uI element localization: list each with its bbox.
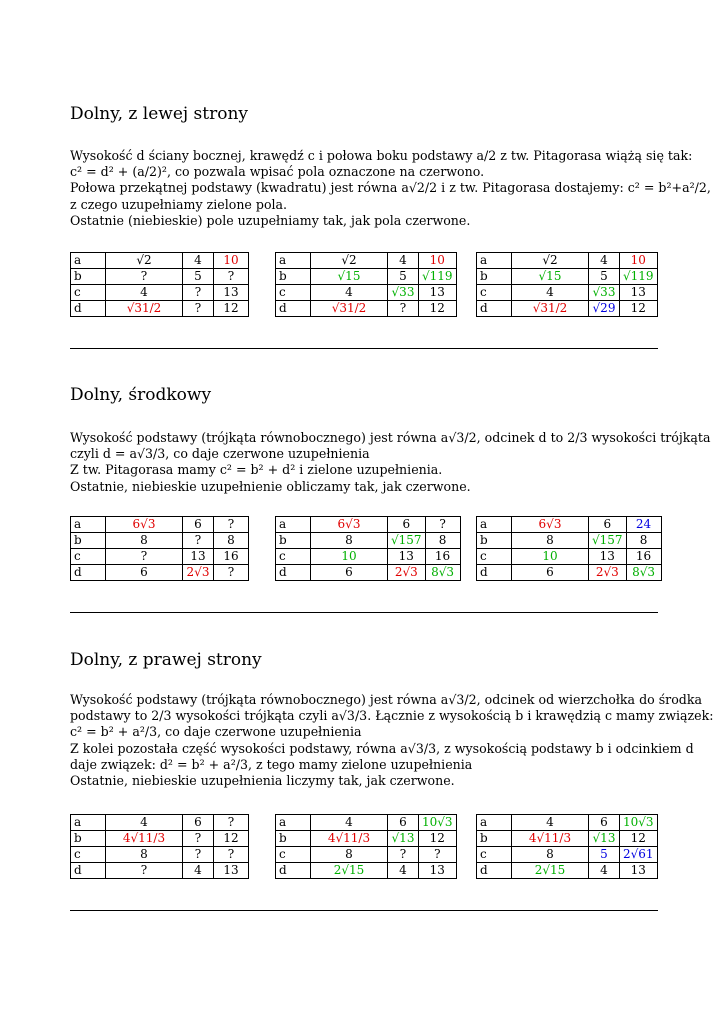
row-label: c: [276, 549, 311, 565]
table-cell: 16: [425, 549, 460, 565]
table-cell: √2: [106, 253, 183, 269]
paragraph-line: czyli d = a√3/3, co daje czerwone uzupełnienia: [70, 446, 370, 462]
table-cell: √31/2: [106, 301, 183, 317]
table-cell: 13: [419, 285, 457, 301]
table-cell: 4: [589, 253, 620, 269]
table-cell: ?: [106, 269, 183, 285]
table-cell: ?: [106, 549, 183, 565]
section-title: Dolny, z prawej strony: [70, 650, 262, 670]
table-cell: 10: [311, 549, 388, 565]
paragraph-line: c² = b² + a²/3, co daje czerwone uzupełnienia: [70, 724, 362, 740]
table-row: [477, 863, 658, 879]
table-cell: 16: [214, 549, 249, 565]
table-cell: 6: [388, 815, 419, 831]
table-cell: √157: [589, 533, 627, 549]
paragraph-line: z czego uzupełniamy zielone pola.: [70, 196, 288, 212]
row-label: a: [71, 815, 106, 831]
table-cell: 8√3: [626, 565, 661, 581]
section-middle-tables: [70, 516, 658, 588]
table-cell: 6: [388, 517, 426, 533]
table-cell: 6: [183, 815, 214, 831]
table-cell: 8: [425, 533, 460, 549]
table-cell: 4: [589, 863, 620, 879]
table-cell: 13: [388, 549, 426, 565]
table-row: [71, 831, 249, 847]
table-cell: 6: [512, 565, 589, 581]
table-cell: 6: [589, 815, 620, 831]
value-table-3: [476, 516, 662, 581]
table-cell: 8: [214, 533, 249, 549]
paragraph-line: Wysokość podstawy (trójkąta równobocznego) jest równa a√3/2, odcinek od wierzchołka do środka: [70, 692, 702, 707]
table-cell: 8: [311, 847, 388, 863]
paragraph-line: Wysokość d ściany bocznej, krawędź c i połowa boku podstawy a/2 z tw. Pitagorasa wiążą się tak:: [70, 148, 693, 163]
table-cell: 6: [589, 517, 627, 533]
table-cell: ?: [388, 847, 419, 863]
row-label: b: [276, 831, 311, 847]
row-label: c: [71, 549, 106, 565]
table-cell: 8√3: [425, 565, 460, 581]
row-label: b: [71, 831, 106, 847]
row-label: d: [276, 565, 311, 581]
table-cell: ?: [183, 533, 214, 549]
table-cell: ?: [183, 831, 214, 847]
table-row: [477, 815, 658, 831]
table-row: [477, 253, 658, 269]
row-label: c: [477, 847, 512, 863]
table-cell: 8: [106, 847, 183, 863]
table-cell: 2√3: [589, 565, 627, 581]
table-cell: 16: [626, 549, 661, 565]
table-cell: 13: [620, 285, 658, 301]
table-cell: 6√3: [311, 517, 388, 533]
table-cell: 4√11/3: [311, 831, 388, 847]
section-left-tables: [70, 252, 658, 324]
row-label: b: [276, 533, 311, 549]
table-cell: ?: [214, 815, 249, 831]
table-cell: 2√3: [183, 565, 214, 581]
paragraph-line: Wysokość podstawy (trójkąta równobocznego) jest równa a√3/2, odcinek d to 2/3 wysokości trójkąta: [70, 430, 711, 445]
table-cell: ?: [183, 847, 214, 863]
table-row: [477, 533, 662, 549]
value-table-2: [275, 814, 457, 879]
row-label: c: [477, 549, 512, 565]
table-cell: ?: [425, 517, 460, 533]
table-row: [276, 549, 461, 565]
paragraph-line: Ostatnie, niebieskie uzupełnienia liczymy tak, jak czerwone.: [70, 773, 455, 789]
table-cell: √2: [512, 253, 589, 269]
table-cell: √29: [589, 301, 620, 317]
table-cell: 12: [620, 301, 658, 317]
table-cell: √13: [388, 831, 419, 847]
table-row: [276, 285, 457, 301]
table-cell: 5: [589, 847, 620, 863]
table-cell: 6: [183, 517, 214, 533]
table-cell: 5: [183, 269, 214, 285]
table-cell: 10: [419, 253, 457, 269]
table-cell: 4: [183, 863, 214, 879]
table-cell: 6√3: [106, 517, 183, 533]
table-cell: ?: [419, 847, 457, 863]
table-cell: 2√61: [620, 847, 658, 863]
table-cell: √13: [589, 831, 620, 847]
table-cell: 12: [620, 831, 658, 847]
table-row: [477, 301, 658, 317]
table-row: [477, 831, 658, 847]
row-label: d: [477, 301, 512, 317]
paragraph-line: Ostatnie, niebieskie uzupełnienie obliczamy tak, jak czerwone.: [70, 478, 471, 494]
row-label: b: [71, 533, 106, 549]
section-left-paragraph: [70, 148, 711, 229]
value-table-3: [476, 252, 658, 317]
table-cell: 13: [214, 863, 249, 879]
row-label: d: [276, 863, 311, 879]
table-row: [276, 565, 461, 581]
divider: [70, 348, 658, 349]
table-cell: ?: [388, 301, 419, 317]
table-cell: 8: [311, 533, 388, 549]
value-table-1: [70, 252, 249, 317]
section-right: [70, 650, 658, 670]
table-cell: 13: [589, 549, 627, 565]
section-left: [70, 104, 658, 124]
table-cell: 10√3: [620, 815, 658, 831]
paragraph-line: Z tw. Pitagorasa mamy c² = b² + d² i zielone uzupełnienia.: [70, 462, 443, 478]
section-title: Dolny, środkowy: [70, 385, 212, 405]
table-cell: 4√11/3: [106, 831, 183, 847]
table-cell: 6: [311, 565, 388, 581]
table-cell: √157: [388, 533, 426, 549]
table-cell: 8: [512, 533, 589, 549]
table-cell: 13: [620, 863, 658, 879]
paragraph-line: Z kolei pozostała część wysokości podstawy, równa a√3/3, z wysokością podstawy b i odcinkiem d: [70, 740, 694, 756]
section-right-tables: [70, 814, 658, 886]
paragraph-line: c² = d² + (a/2)², co pozwala wpisać pola oznaczone na czerwono.: [70, 164, 485, 180]
table-cell: ?: [214, 517, 249, 533]
table-row: [71, 565, 249, 581]
value-table-1: [70, 516, 249, 581]
table-cell: 8: [626, 533, 661, 549]
table-cell: 8: [106, 533, 183, 549]
table-cell: 4√11/3: [512, 831, 589, 847]
table-row: [71, 269, 249, 285]
table-row: [71, 815, 249, 831]
table-cell: 10: [214, 253, 249, 269]
value-table-1: [70, 814, 249, 879]
table-cell: 13: [419, 863, 457, 879]
table-cell: 5: [388, 269, 419, 285]
table-cell: 4: [106, 815, 183, 831]
row-label: d: [71, 863, 106, 879]
table-cell: 2√15: [512, 863, 589, 879]
row-label: d: [71, 565, 106, 581]
paragraph-line: daje związek: d² = b² + a²/3, z tego mamy zielone uzupełnienia: [70, 756, 473, 772]
row-label: a: [477, 517, 512, 533]
row-label: b: [477, 831, 512, 847]
row-label: c: [71, 285, 106, 301]
table-cell: 5: [589, 269, 620, 285]
table-row: [477, 549, 662, 565]
table-cell: ?: [214, 847, 249, 863]
section-title: Dolny, z lewej strony: [70, 104, 249, 124]
value-table-3: [476, 814, 658, 879]
table-cell: √2: [311, 253, 388, 269]
table-cell: 12: [214, 831, 249, 847]
table-row: [276, 533, 461, 549]
table-cell: 13: [183, 549, 214, 565]
row-label: c: [71, 847, 106, 863]
table-cell: 4: [388, 863, 419, 879]
table-cell: √15: [311, 269, 388, 285]
table-row: [477, 269, 658, 285]
row-label: c: [276, 847, 311, 863]
table-cell: √31/2: [311, 301, 388, 317]
table-cell: 13: [214, 285, 249, 301]
table-cell: 8: [512, 847, 589, 863]
table-cell: 10: [512, 549, 589, 565]
table-cell: 4: [512, 285, 589, 301]
row-label: b: [477, 533, 512, 549]
table-row: [477, 847, 658, 863]
table-row: [71, 301, 249, 317]
table-row: [276, 253, 457, 269]
value-table-2: [275, 252, 457, 317]
row-label: d: [276, 301, 311, 317]
table-cell: 24: [626, 517, 661, 533]
row-label: b: [71, 269, 106, 285]
table-row: [71, 847, 249, 863]
table-row: [276, 815, 457, 831]
row-label: a: [477, 253, 512, 269]
table-cell: 12: [419, 831, 457, 847]
row-label: b: [276, 269, 311, 285]
table-cell: √33: [589, 285, 620, 301]
section-middle-paragraph: [70, 430, 711, 495]
table-cell: √31/2: [512, 301, 589, 317]
table-row: [276, 831, 457, 847]
paragraph-line: podstawy to 2/3 wysokości trójkąta czyli a√3/3. Łącznie z wysokością b i krawędzią c mamy związek:: [70, 708, 714, 724]
table-cell: 2√15: [311, 863, 388, 879]
row-label: c: [276, 285, 311, 301]
table-cell: ?: [183, 285, 214, 301]
table-cell: √119: [620, 269, 658, 285]
table-row: [477, 565, 662, 581]
divider: [70, 910, 658, 911]
table-row: [71, 517, 249, 533]
paragraph-line: Ostatnie (niebieskie) pole uzupełniamy tak, jak pola czerwone.: [70, 212, 471, 228]
section-middle: [70, 385, 658, 405]
table-cell: √33: [388, 285, 419, 301]
table-row: [276, 301, 457, 317]
section-right-paragraph: [70, 692, 714, 789]
row-label: d: [477, 565, 512, 581]
row-label: b: [477, 269, 512, 285]
row-label: d: [477, 863, 512, 879]
table-cell: 6: [106, 565, 183, 581]
table-cell: √119: [419, 269, 457, 285]
row-label: c: [477, 285, 512, 301]
table-cell: 10: [620, 253, 658, 269]
table-row: [276, 847, 457, 863]
row-label: d: [71, 301, 106, 317]
table-row: [276, 863, 457, 879]
row-label: a: [71, 253, 106, 269]
value-table-2: [275, 516, 461, 581]
table-cell: 6√3: [512, 517, 589, 533]
table-cell: 12: [214, 301, 249, 317]
table-row: [477, 285, 658, 301]
table-cell: ?: [214, 565, 249, 581]
table-cell: ?: [106, 863, 183, 879]
table-cell: 4: [106, 285, 183, 301]
table-cell: 4: [311, 815, 388, 831]
row-label: a: [276, 815, 311, 831]
table-cell: 4: [512, 815, 589, 831]
table-row: [71, 533, 249, 549]
row-label: a: [276, 517, 311, 533]
table-cell: ?: [214, 269, 249, 285]
table-cell: √15: [512, 269, 589, 285]
table-cell: 4: [311, 285, 388, 301]
table-cell: 4: [388, 253, 419, 269]
table-row: [71, 285, 249, 301]
table-cell: 10√3: [419, 815, 457, 831]
table-cell: 4: [183, 253, 214, 269]
row-label: a: [71, 517, 106, 533]
row-label: a: [477, 815, 512, 831]
table-row: [477, 517, 662, 533]
table-row: [71, 253, 249, 269]
table-cell: 2√3: [388, 565, 426, 581]
divider: [70, 612, 658, 613]
paragraph-line: Połowa przekątnej podstawy (kwadratu) jest równa a√2/2 i z tw. Pitagorasa dostajemy: c² = b²+a²/2,: [70, 180, 711, 196]
table-row: [71, 549, 249, 565]
row-label: a: [276, 253, 311, 269]
table-cell: ?: [183, 301, 214, 317]
table-row: [71, 863, 249, 879]
table-row: [276, 517, 461, 533]
table-cell: 12: [419, 301, 457, 317]
table-row: [276, 269, 457, 285]
